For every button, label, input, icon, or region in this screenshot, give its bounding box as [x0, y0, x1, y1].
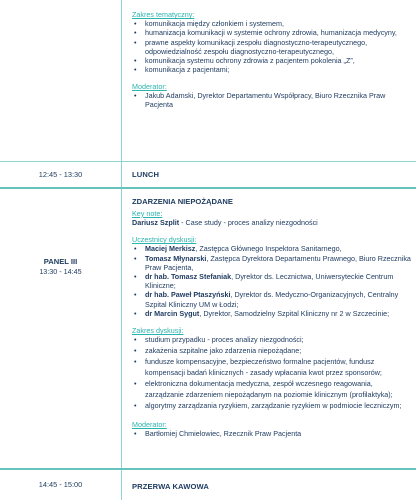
list-item: • prawne aspekty komunikacji zespołu diagnostyczno-terapeutycznego, odpowiedzialność zespołu diagnostyczno-terapeutycznego, — [132, 38, 412, 56]
list-item: • studium przypadku - proces analizy niezgodności; — [132, 335, 412, 346]
lunch-time: 12:45 - 13:30 — [38, 170, 83, 179]
list-item: • Bartłomiej Chmielowiec, Rzecznik Praw Pacjenta — [132, 429, 412, 438]
row-divider — [0, 468, 416, 470]
participant-role: , Zastępca Głównego Inspektora Sanitarnego, — [195, 244, 342, 254]
keynote — [132, 218, 412, 227]
column-divider — [121, 0, 122, 500]
participant-name: Tomasz Młynarski — [145, 253, 207, 263]
list-item — [132, 309, 412, 318]
participant-name: Maciej Merkisz — [145, 244, 196, 254]
list-item: • Jakub Adamski, Dyrektor Departamentu Współpracy, Biuro Rzecznika Praw Pacjenta — [132, 91, 412, 109]
list-item — [132, 290, 412, 308]
keynote-name: Dariusz Szplit — [132, 217, 180, 227]
discussion-heading: Zakres dyskusji: — [132, 326, 184, 336]
participant-role: , Dyrektor, Samodzielny Szpital Kliniczny nr 2 w Szczecinie; — [199, 308, 390, 318]
participant-name: dr hab. Paweł Ptaszyński — [145, 290, 231, 300]
list-item: • humanizacja komunikacji w systemie ochrony zdrowia, humanizacja medycyny, — [132, 28, 412, 37]
panel-3-details — [132, 197, 412, 438]
list-item: • algorytmy zarządzania ryzykiem, zarządzanie ryzykiem w podmiocie leczniczym; — [132, 401, 412, 412]
topics-list — [132, 19, 412, 74]
list-item: • zakażenia szpitalne jako zdarzenia niepożądane; — [132, 346, 412, 357]
topics-heading: Zakres tematyczny: — [132, 10, 195, 19]
list-item: • fundusze kompensacyjne, bezpieczeństwo formalne pacjentów, fundusz kompensacji badań klinicznych - zasady wpłacania kwot przez sponsorów; — [132, 357, 412, 379]
participant-role: , Dyrektor ds. Lecznictwa, Uniwersyteckie Centrum Kliniczne; — [145, 272, 394, 291]
participant-name: dr hab. Tomasz Stefaniak — [145, 272, 232, 282]
panel-3-label — [0, 257, 121, 276]
coffee-time: 14:45 - 15:00 — [38, 480, 83, 489]
list-item — [132, 272, 412, 290]
moderator-heading: Moderator: — [132, 81, 167, 91]
list-item — [132, 254, 412, 272]
row-divider — [0, 161, 416, 162]
participant-role: , Zastępca Dyrektora Departamentu Prawnego, Biuro Rzecznika Praw Pacjenta, — [145, 253, 411, 272]
moderator-heading: Moderator: — [132, 419, 167, 429]
discussion-list — [132, 335, 412, 412]
list-item: • komunikacja z pacjentami; — [132, 65, 412, 74]
panel-3-title: ZDARZENIA NIEPOŻĄDANE — [132, 197, 233, 206]
keynote-topic: - Case study - proces analizy niezgodności — [179, 217, 318, 227]
coffee-title: PRZERWA KAWOWA — [132, 482, 209, 491]
participant-role: , Dyrektor ds. Medyczno-Organizacyjnych, Centralny Szpital Kliniczny UM w Łodzi; — [145, 290, 399, 309]
list-item: • komunikacja systemu ochrony zdrowia z pacjentem pokolenia „Z”, — [132, 56, 412, 65]
panel-3-name: PANEL III — [43, 257, 78, 266]
participants-heading: Uczestnicy dyskusji: — [132, 235, 197, 245]
panel-2-details — [132, 10, 412, 109]
list-item — [132, 244, 412, 253]
moderator-list — [132, 429, 412, 438]
list-item: • elektroniczna dokumentacja medyczna, zespół wczesnego reagowania, zarządzanie zdarzeniem niepożądanym na poziomie klinicznym (profilaktyka); — [132, 379, 412, 401]
participants-list — [132, 244, 412, 318]
list-item: • komunikacja między członkiem i systemem, — [132, 19, 412, 28]
row-divider — [0, 187, 416, 189]
moderator-list — [132, 91, 412, 109]
participant-name: dr Marcin Sygut — [145, 308, 200, 318]
panel-3-time: 13:30 - 14:45 — [39, 266, 82, 276]
keynote-heading: Key note: — [132, 208, 163, 218]
lunch-title: LUNCH — [132, 170, 160, 179]
